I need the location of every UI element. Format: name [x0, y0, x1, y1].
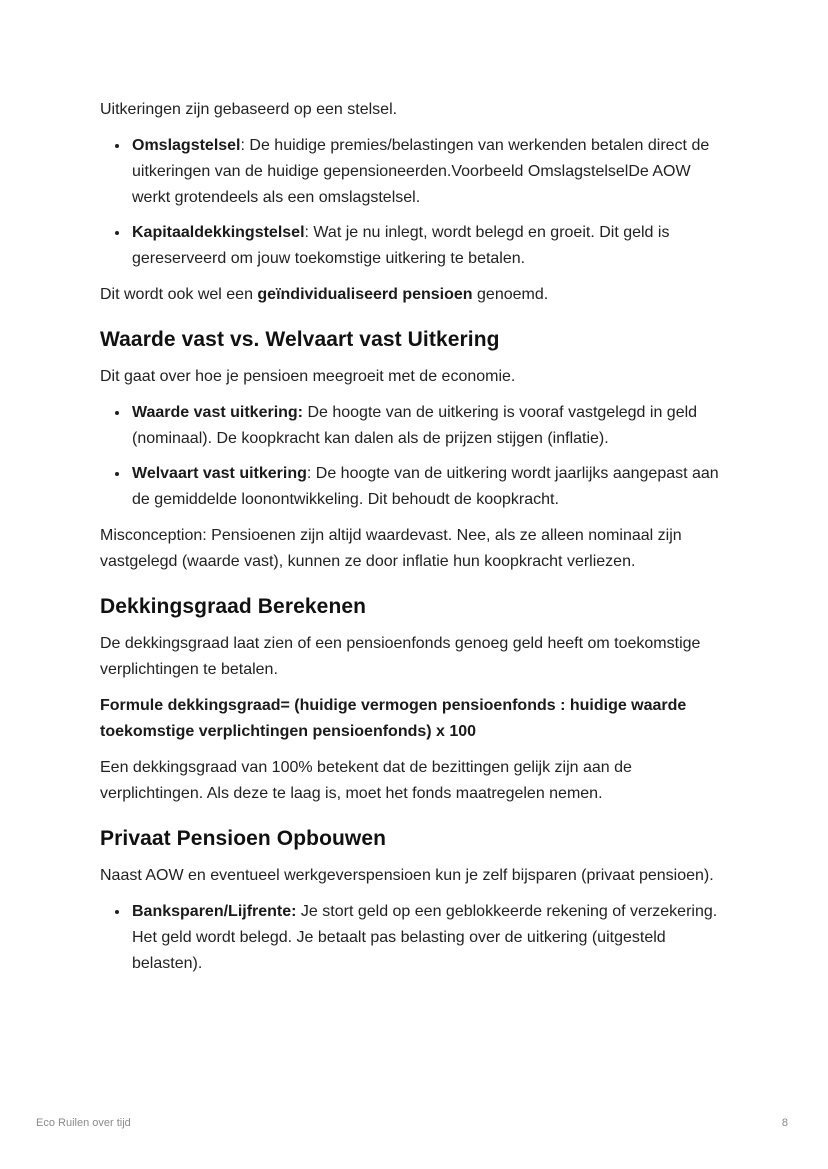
- list-item-text: : De huidige premies/belastingen van werkenden betalen direct de uitkeringen van de huidige gepensioneerden.Voorbeeld OmslagstelselDe AOW werkt grotendeels als een omslagstelsel.: [132, 137, 710, 206]
- list-item-text: Je stort geld op een geblokkeerde rekening of verzekering. Het geld wordt belegd. Je betaalt pas belasting over de uitkering (uitgesteld belasten).: [132, 903, 718, 972]
- paragraph: Dit gaat over hoe je pensioen meegroeit met de economie.: [100, 368, 516, 385]
- list-item-text: De hoogte van de uitkering is vooraf vastgelegd in geld (nominaal). De koopkracht kan dalen als de prijzen stijgen (inflatie).: [132, 404, 698, 447]
- paragraph: [100, 282, 728, 308]
- bullet-list: [100, 133, 728, 272]
- paragraph-text: Dit wordt ook wel een: [100, 286, 258, 303]
- list-item-term: Welvaart vast uitkering: [132, 465, 307, 482]
- list-item: [130, 220, 728, 272]
- list-item: [130, 400, 728, 452]
- list-item: [130, 133, 728, 211]
- footer-page-number: 8: [781, 1117, 788, 1129]
- document-page-content: [100, 97, 728, 987]
- bullet-list: [100, 400, 728, 513]
- paragraph: Een dekkingsgraad van 100% betekent dat de bezittingen gelijk zijn aan de verplichtingen. Als deze te laag is, moet het fonds maatregelen nemen.: [100, 759, 632, 802]
- paragraph-text: genoemd.: [472, 286, 549, 303]
- list-item: [130, 461, 728, 513]
- footer-doc-title: Eco Ruilen over tijd: [36, 1117, 131, 1129]
- paragraph-emphasis: geïndividualiseerd pensioen: [257, 286, 473, 303]
- paragraph: De dekkingsgraad laat zien of een pensioenfonds genoeg geld heeft om toekomstige verplichtingen te betalen.: [100, 635, 701, 678]
- paragraph: Naast AOW en eventueel werkgeverspensioen kun je zelf bijsparen (privaat pensioen).: [100, 867, 714, 884]
- list-item-term: Waarde vast uitkering:: [132, 404, 304, 421]
- list-item-term: Banksparen/Lijfrente:: [132, 903, 297, 920]
- paragraph: Uitkeringen zijn gebaseerd op een stelsel.: [100, 101, 398, 118]
- list-item-text: : Wat je nu inlegt, wordt belegd en groeit. Dit geld is gereserveerd om jouw toekomstige uitkering te betalen.: [132, 224, 670, 267]
- list-item: [130, 899, 728, 977]
- bullet-list: [100, 899, 728, 977]
- list-item-text: : De hoogte van de uitkering wordt jaarlijks aangepast aan de gemiddelde loonontwikkeling. Dit behoudt de koopkracht.: [132, 465, 719, 508]
- section-heading: Waarde vast vs. Welvaart vast Uitkering: [100, 328, 500, 351]
- section-waarde-vast: [100, 326, 728, 575]
- section-dekkingsgraad: [100, 593, 728, 807]
- section-heading: Privaat Pensioen Opbouwen: [100, 827, 387, 850]
- list-item-term: Kapitaaldekkingstelsel: [132, 224, 305, 241]
- section-privaat-pensioen: [100, 825, 728, 977]
- list-item-term: Omslagstelsel: [132, 137, 241, 154]
- footer: [36, 1116, 788, 1130]
- paragraph: Misconception: Pensioenen zijn altijd waardevast. Nee, als ze alleen nominaal zijn vastgelegd (waarde vast), kunnen ze door inflatie hun koopkracht verliezen.: [100, 527, 682, 570]
- section-heading: Dekkingsgraad Berekenen: [100, 595, 367, 618]
- formula-paragraph: Formule dekkingsgraad= (huidige vermogen pensioenfonds : huidige waarde toekomstige verplichtingen pensioenfonds) x 100: [100, 697, 687, 740]
